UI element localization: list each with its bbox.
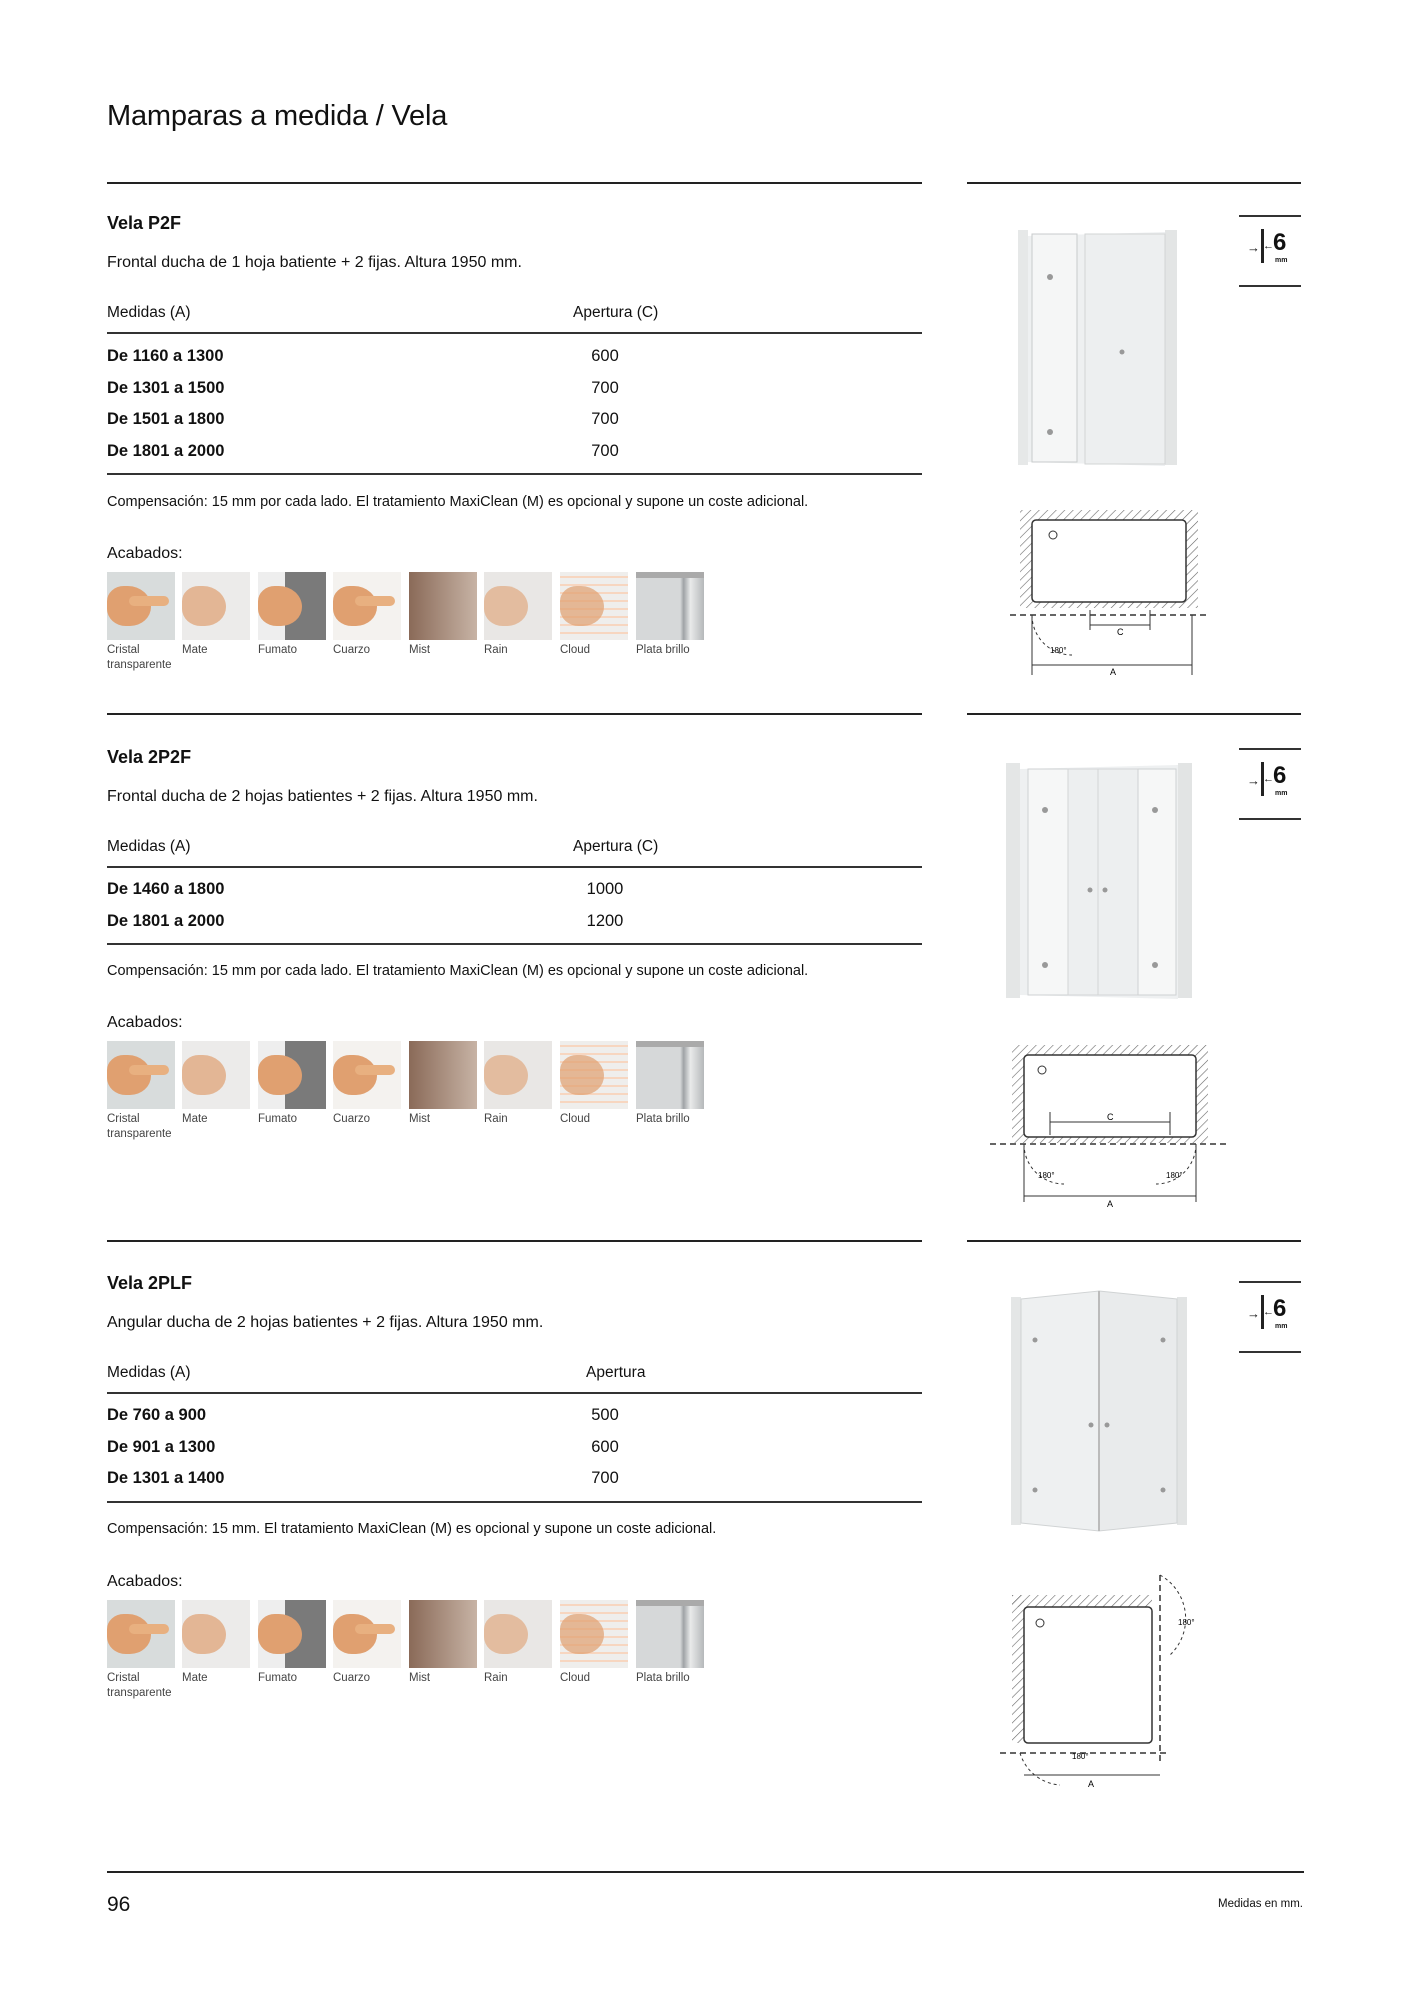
finish-swatch-cuarzo: [333, 572, 401, 658]
compensation-note: Compensación: 15 mm por cada lado. El tratamiento MaxiClean (M) es opcional y supone un coste adicional.: [107, 494, 809, 510]
finish-tile: [333, 1041, 401, 1109]
row-medidas: De 1801 a 2000: [107, 442, 225, 460]
diagram-label-c: C: [1107, 1112, 1114, 1122]
finish-tile: [409, 572, 477, 640]
arrow-left-icon: ←: [1263, 773, 1274, 785]
finish-swatch-mist: [409, 1041, 477, 1127]
divider: [967, 1240, 1301, 1242]
finish-label: Cristal transparente: [107, 1113, 172, 1140]
floor-plan-diagram-vela-p2f: [1010, 505, 1210, 675]
finish-swatch-plata-brillo: [636, 1600, 704, 1686]
finish-tile: [182, 1041, 250, 1109]
table-row: [107, 1438, 922, 1470]
table-rule: [107, 943, 922, 945]
diagram-label-a: A: [1107, 1199, 1114, 1209]
page-number: 96: [107, 1893, 131, 1916]
finish-swatch-mate: [182, 572, 250, 658]
diagram-label-angle: 180°: [1178, 1618, 1195, 1627]
product-section-vela-2plf: [107, 1270, 922, 1720]
finish-swatch-mist: [409, 572, 477, 658]
finish-tile: [484, 572, 552, 640]
finish-swatch-rain: [484, 1600, 552, 1686]
product-section-vela-2p2f: [107, 744, 922, 1164]
diagram-label-angle: 180°: [1072, 1752, 1089, 1761]
finish-swatch-fumato: [258, 1600, 326, 1686]
table-row: [107, 1469, 922, 1501]
column-header-apertura: Apertura (C): [573, 304, 659, 321]
divider: [107, 1871, 1304, 1873]
finish-label: Mist: [409, 644, 431, 656]
row-apertura: 600: [591, 347, 619, 365]
finish-label: Rain: [484, 1113, 508, 1125]
floor-plan-diagram-vela-2plf: [1000, 1565, 1220, 1790]
finish-tile: [636, 572, 704, 640]
table-row: [107, 410, 922, 442]
diagram-label-a: A: [1088, 1779, 1095, 1789]
finish-label: Cristal transparente: [107, 1672, 172, 1699]
product-name: Vela P2F: [107, 213, 182, 233]
product-section-vela-p2f: [107, 210, 922, 680]
finish-tile: [258, 572, 326, 640]
finish-label: Rain: [484, 644, 508, 656]
row-apertura: 600: [591, 1438, 619, 1456]
finish-label: Cuarzo: [333, 1672, 371, 1684]
finish-tile: [560, 1600, 628, 1668]
table-row: [107, 880, 922, 912]
finish-swatch-cristal: [107, 1600, 175, 1701]
arrow-right-icon: →: [1247, 240, 1260, 255]
table-rule: [107, 1392, 922, 1394]
divider: [967, 182, 1301, 184]
arrow-left-icon: ←: [1263, 1306, 1274, 1318]
product-description: Angular ducha de 2 hojas batientes + 2 fijas. Altura 1950 mm.: [107, 1314, 544, 1331]
column-header-medidas: Medidas (A): [107, 304, 191, 321]
page-title: Mamparas a medida / Vela: [107, 100, 448, 132]
finish-swatch-cuarzo: [333, 1600, 401, 1686]
row-apertura: 700: [591, 379, 619, 397]
finish-swatch-rain: [484, 1041, 552, 1127]
table-rule: [107, 332, 922, 334]
row-apertura: 700: [591, 442, 619, 460]
row-medidas: De 1301 a 1500: [107, 379, 225, 397]
finish-swatch-fumato: [258, 1041, 326, 1127]
finish-tile: [484, 1041, 552, 1109]
finish-tile: [560, 1041, 628, 1109]
arrow-right-icon: →: [1247, 1306, 1260, 1321]
product-name: Vela 2P2F: [107, 747, 192, 767]
glass-thickness-unit: mm: [1275, 790, 1288, 797]
finishes-label: Acabados:: [107, 1573, 183, 1590]
glass-thickness-unit: mm: [1275, 257, 1288, 264]
arrow-right-icon: →: [1247, 773, 1260, 788]
divider: [107, 182, 922, 184]
finishes-label: Acabados:: [107, 1014, 183, 1031]
row-apertura: 500: [591, 1406, 619, 1424]
table-row: [107, 347, 922, 379]
table-rule: [107, 1501, 922, 1503]
row-apertura: 1000: [586, 880, 624, 898]
finish-tile: [636, 1041, 704, 1109]
finishes-label: Acabados:: [107, 545, 183, 562]
finish-tile: [107, 572, 175, 640]
row-medidas: De 1460 a 1800: [107, 880, 225, 898]
finish-tile: [333, 1600, 401, 1668]
diagram-label-c: C: [1117, 627, 1124, 637]
finish-label: Fumato: [258, 1113, 297, 1125]
finish-tile: [258, 1041, 326, 1109]
compensation-note: Compensación: 15 mm. El tratamiento MaxiClean (M) es opcional y supone un coste adicional.: [107, 1521, 717, 1537]
finish-label: Rain: [484, 1672, 508, 1684]
finish-swatch-plata-brillo: [636, 1041, 704, 1127]
product-description: Frontal ducha de 1 hoja batiente + 2 fijas. Altura 1950 mm.: [107, 254, 522, 271]
finish-label: Cloud: [560, 1672, 591, 1684]
finish-swatch-cristal: [107, 572, 175, 673]
finish-label: Cristal transparente: [107, 644, 172, 671]
finish-label: Mate: [182, 1672, 208, 1684]
finish-swatch-mate: [182, 1600, 250, 1686]
finish-label: Cuarzo: [333, 1113, 371, 1125]
row-medidas: De 1801 a 2000: [107, 912, 225, 930]
diagram-label-angle: 180°: [1166, 1171, 1183, 1180]
table-rule: [107, 473, 922, 475]
compensation-note: Compensación: 15 mm por cada lado. El tratamiento MaxiClean (M) es opcional y supone un coste adicional.: [107, 963, 809, 979]
row-medidas: De 1160 a 1300: [107, 347, 224, 365]
table-row: [107, 379, 922, 411]
divider: [967, 713, 1301, 715]
product-photo-vela-2plf: [1005, 1285, 1195, 1535]
finish-swatch-cuarzo: [333, 1041, 401, 1127]
finish-tile: [182, 572, 250, 640]
finish-tile: [333, 572, 401, 640]
glass-thickness-value: 6: [1273, 1295, 1287, 1322]
glass-thickness-value: 6: [1273, 229, 1287, 256]
product-description: Frontal ducha de 2 hojas batientes + 2 fijas. Altura 1950 mm.: [107, 788, 538, 805]
diagram-label-a: A: [1110, 667, 1117, 675]
row-apertura: 1200: [586, 912, 624, 930]
glass-thickness-unit: mm: [1275, 1323, 1288, 1330]
finish-tile: [636, 1600, 704, 1668]
finish-label: Fumato: [258, 1672, 297, 1684]
arrow-left-icon: ←: [1263, 240, 1274, 252]
finish-swatch-cloud: [560, 572, 628, 658]
product-photo-vela-p2f: [1010, 222, 1190, 472]
finish-swatch-cloud: [560, 1041, 628, 1127]
column-header-apertura: Apertura (C): [573, 838, 659, 855]
finish-label: Mate: [182, 644, 208, 656]
floor-plan-diagram-vela-2p2f: [990, 1040, 1230, 1210]
glass-thickness-badge: [1239, 215, 1301, 287]
finish-swatch-plata-brillo: [636, 572, 704, 658]
finish-tile: [560, 572, 628, 640]
glass-thickness-badge: [1239, 748, 1301, 820]
finish-tile: [258, 1600, 326, 1668]
finish-swatch-mist: [409, 1600, 477, 1686]
finish-swatch-cloud: [560, 1600, 628, 1686]
finish-label: Cuarzo: [333, 644, 371, 656]
finish-tile: [107, 1041, 175, 1109]
measurement-footnote: Medidas en mm.: [1218, 1898, 1304, 1910]
table-row: [107, 1406, 922, 1438]
finish-label: Fumato: [258, 644, 297, 656]
product-name: Vela 2PLF: [107, 1273, 193, 1293]
product-photo-vela-2p2f: [1000, 755, 1200, 1005]
table-rule: [107, 866, 922, 868]
row-apertura: 700: [591, 410, 619, 428]
diagram-label-angle: 180°: [1038, 1171, 1055, 1180]
row-medidas: De 1301 a 1400: [107, 1469, 225, 1487]
divider: [107, 713, 922, 715]
finish-label: Cloud: [560, 1113, 591, 1125]
finish-label: Plata brillo: [636, 644, 690, 656]
column-header-apertura: Apertura: [586, 1364, 646, 1381]
glass-thickness-value: 6: [1273, 762, 1287, 789]
finish-tile: [484, 1600, 552, 1668]
finish-swatch-rain: [484, 572, 552, 658]
divider: [107, 1240, 922, 1242]
finish-tile: [409, 1041, 477, 1109]
finish-label: Plata brillo: [636, 1113, 690, 1125]
row-apertura: 700: [591, 1469, 619, 1487]
row-medidas: De 1501 a 1800: [107, 410, 225, 428]
finish-tile: [107, 1600, 175, 1668]
finish-label: Plata brillo: [636, 1672, 690, 1684]
glass-thickness-badge: [1239, 1281, 1301, 1353]
finish-tile: [182, 1600, 250, 1668]
table-row: [107, 912, 922, 944]
column-header-medidas: Medidas (A): [107, 838, 191, 855]
row-medidas: De 901 a 1300: [107, 1438, 216, 1456]
finish-label: Cloud: [560, 644, 591, 656]
finish-tile: [409, 1600, 477, 1668]
finish-swatch-cristal: [107, 1041, 175, 1142]
finish-label: Mist: [409, 1672, 431, 1684]
finish-swatch-mate: [182, 1041, 250, 1127]
table-row: [107, 442, 922, 474]
row-medidas: De 760 a 900: [107, 1406, 207, 1424]
finish-label: Mate: [182, 1113, 208, 1125]
column-header-medidas: Medidas (A): [107, 1364, 191, 1381]
diagram-label-angle: 180°: [1050, 646, 1067, 655]
finish-swatch-fumato: [258, 572, 326, 658]
finish-label: Mist: [409, 1113, 431, 1125]
